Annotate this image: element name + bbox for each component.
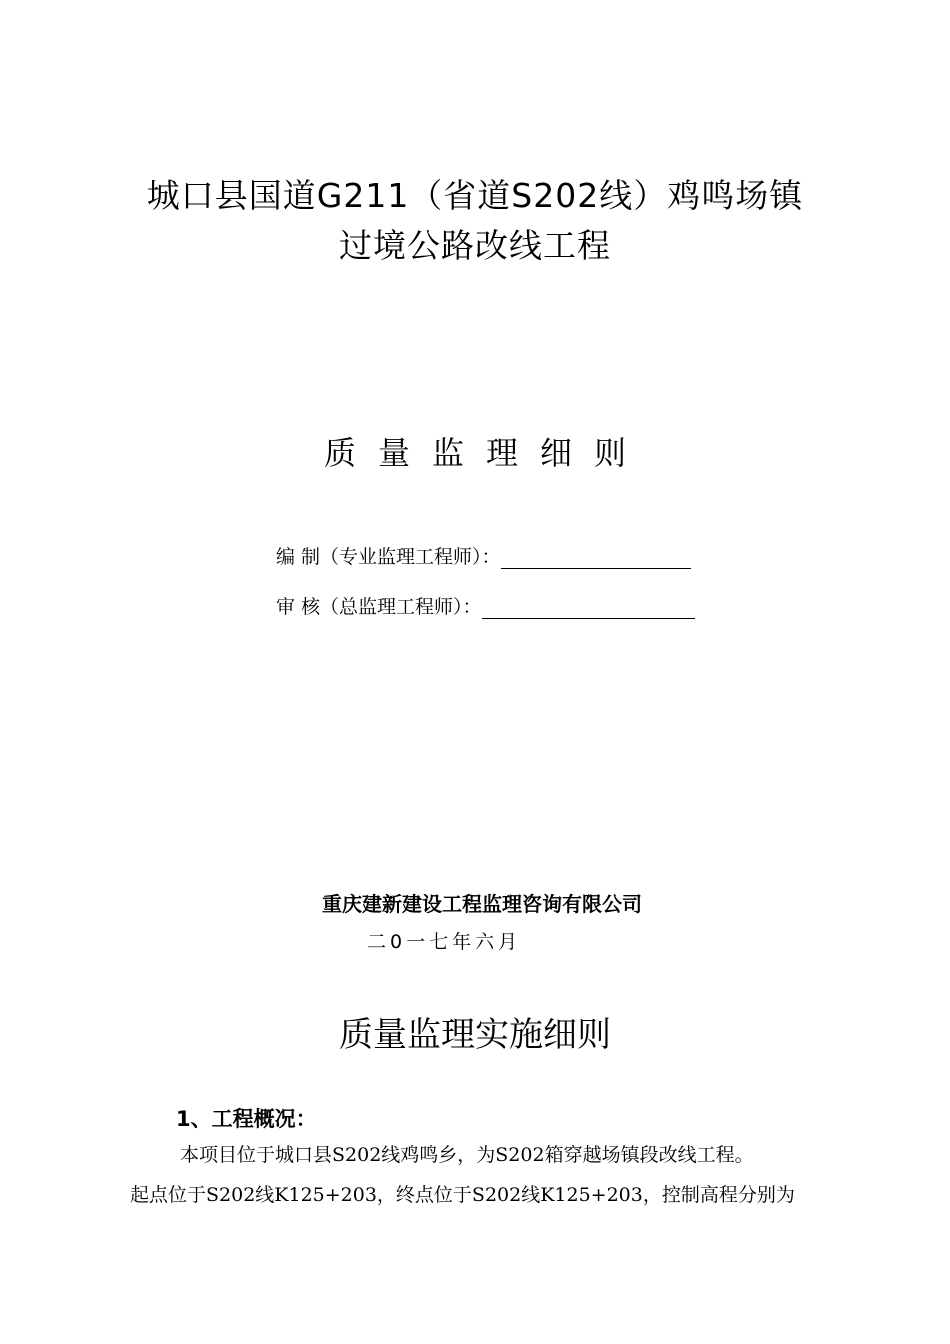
company-name: 重庆建新建设工程监理咨询有限公司 xyxy=(322,892,642,916)
paragraph-line-1: 本项目位于城口县S202线鸡鸣乡，为S202箱穿越场镇段改线工程。 xyxy=(180,1144,754,1166)
reviewer-label: 审 核（总监理工程师）： xyxy=(276,596,482,618)
project-title-line1: 城口县国道G211（省道S202线）鸡鸣场镇 xyxy=(146,176,804,215)
compiler-label: 编 制（专业监理工程师）： xyxy=(276,546,501,568)
compiler-sign-row xyxy=(276,545,691,569)
project-title-line2: 过境公路改线工程 xyxy=(339,226,611,265)
document-title: 质量监理细则 xyxy=(323,434,648,472)
reviewer-signature-line xyxy=(482,598,695,619)
reviewer-sign-row xyxy=(276,595,695,619)
section-title: 质量监理实施细则 xyxy=(339,1015,611,1055)
paragraph-line-2: 起点位于S202线K125+203，终点位于S202线K125+203，控制高程分别为 xyxy=(130,1184,795,1206)
heading-project-overview: 1、工程概况： xyxy=(176,1107,317,1131)
compiler-signature-line xyxy=(501,548,691,569)
issue-date: 二0一七年六月 xyxy=(367,931,522,953)
